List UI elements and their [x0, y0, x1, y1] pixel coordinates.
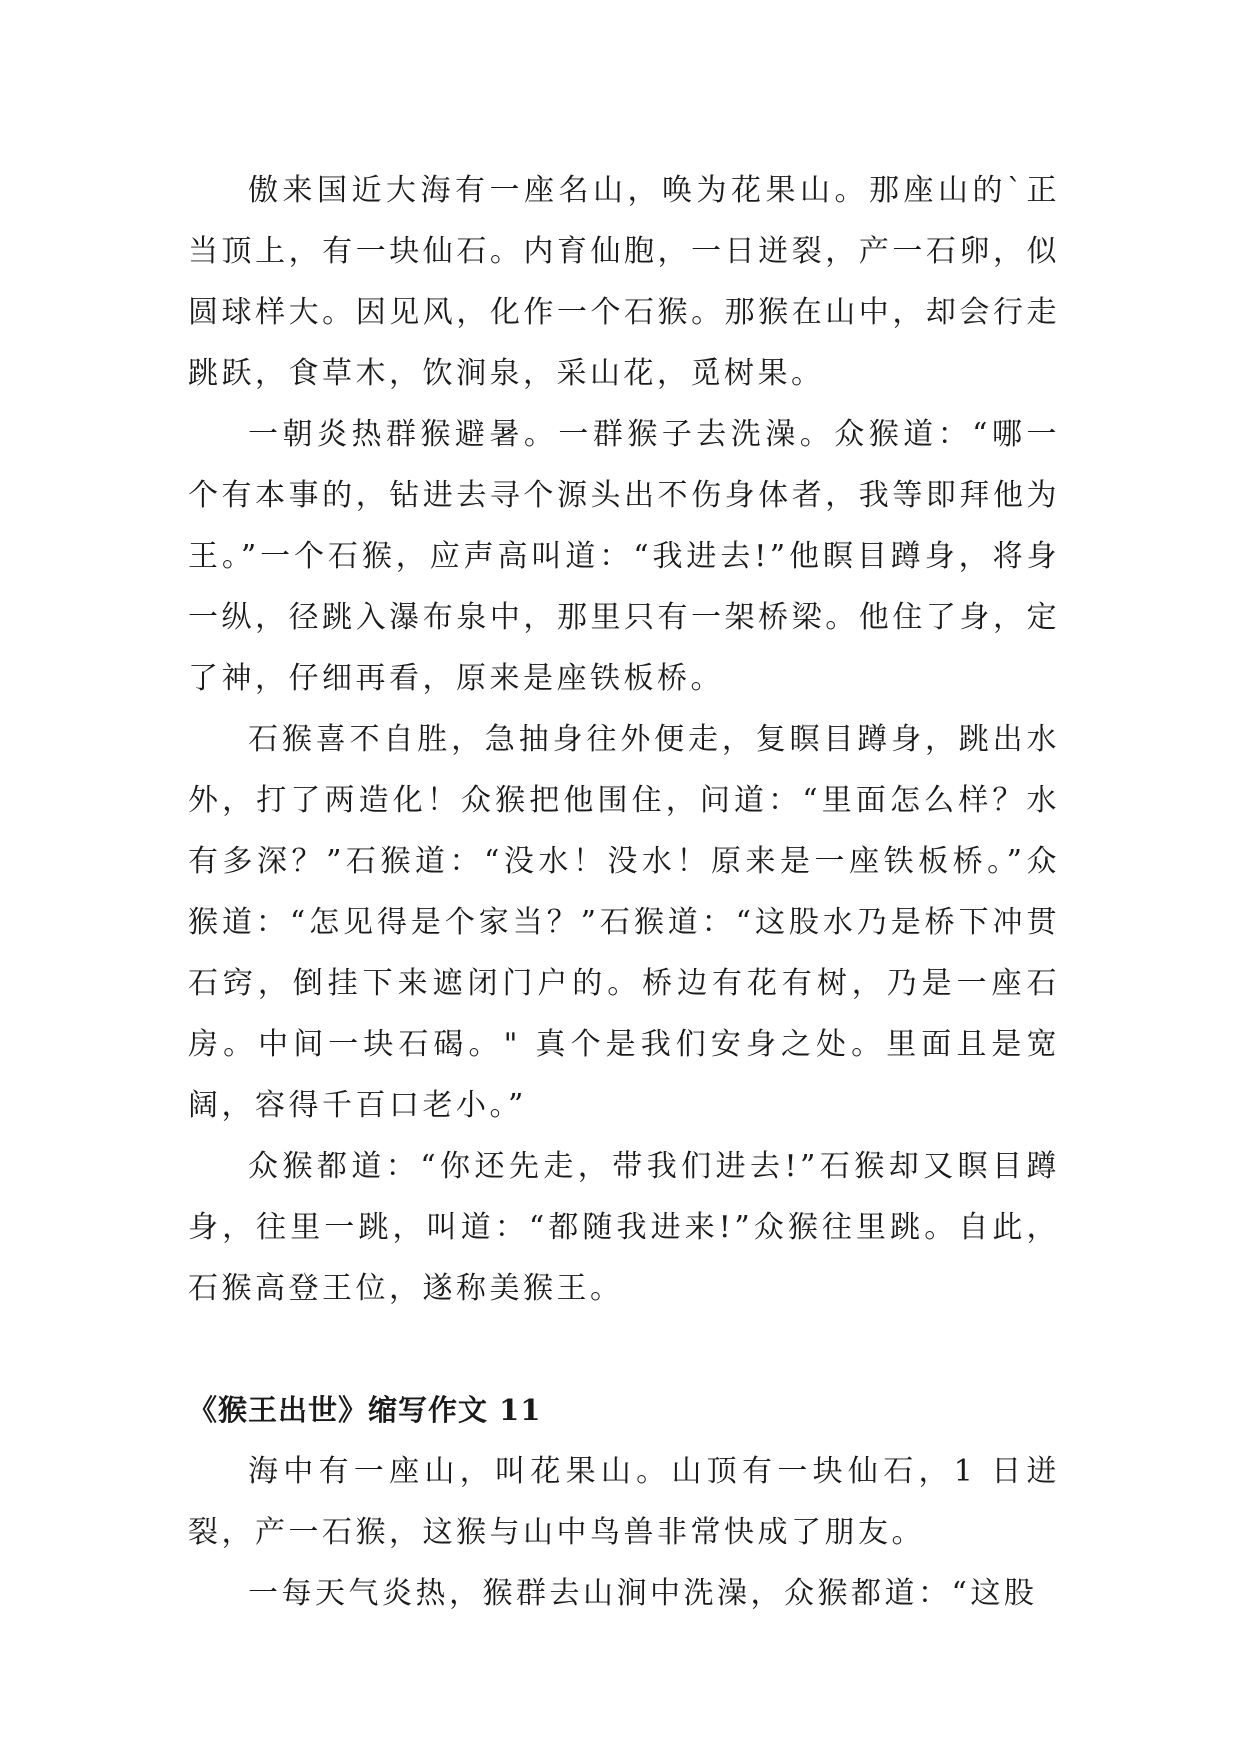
paragraph: 海中有一座山，叫花果山。山顶有一块仙石，1 日迸裂，产一石猴，这猴与山中鸟兽非常快成了朋友。: [188, 1454, 1060, 1550]
document-body: [188, 160, 1060, 1624]
paragraph: 傲来国近大海有一座名山，唤为花果山。那座山的`正当顶上，有一块仙石。内育仙胞，一日迸裂，产一石卵，似圆球样大。因见风，化作一个石猴。那猴在山中，却会行走跳跃，食草木，饮涧泉，采山花，觅树果。: [188, 173, 1060, 391]
section-spacer: [188, 1319, 1060, 1380]
paragraph: 石猴喜不自胜，急抽身往外便走，复瞑目蹲身，跳出水外，打了两造化！众猴把他围住，问道：“里面怎么样？水有多深？”石猴道：“没水！没水！原来是一座铁板桥。”众猴道：“怎见得是个家当？”石猴道：“这股水乃是桥下冲贯石窍，倒挂下来遮闭门户的。桥边有花有树，乃是一座石房。中间一块石碣。" 真个是我们安身之处。里面且是宽阔，容得千百口老小。”: [188, 722, 1060, 1123]
section-heading: 《猴王出世》缩写作文 11: [188, 1393, 542, 1427]
paragraph: 一朝炎热群猴避暑。一群猴子去洗澡。众猴道：“哪一个有本事的，钻进去寻个源头出不伤身体者，我等即拜他为王。”一个石猴，应声高叫道：“我进去!”他瞑目蹲身，将身一纵，径跳入瀑布泉中，那里只有一架桥梁。他住了身，定了神，仔细再看，原来是座铁板桥。: [188, 417, 1060, 696]
paragraph: 一每天气炎热，猴群去山涧中洗澡，众猴都道：“这股: [248, 1576, 1038, 1611]
paragraph: 众猴都道：“你还先走，带我们进去!”石猴却又瞑目蹲身，往里一跳，叫道：“都随我进来!”众猴往里跳。自此，石猴高登王位，遂称美猴王。: [188, 1149, 1060, 1306]
